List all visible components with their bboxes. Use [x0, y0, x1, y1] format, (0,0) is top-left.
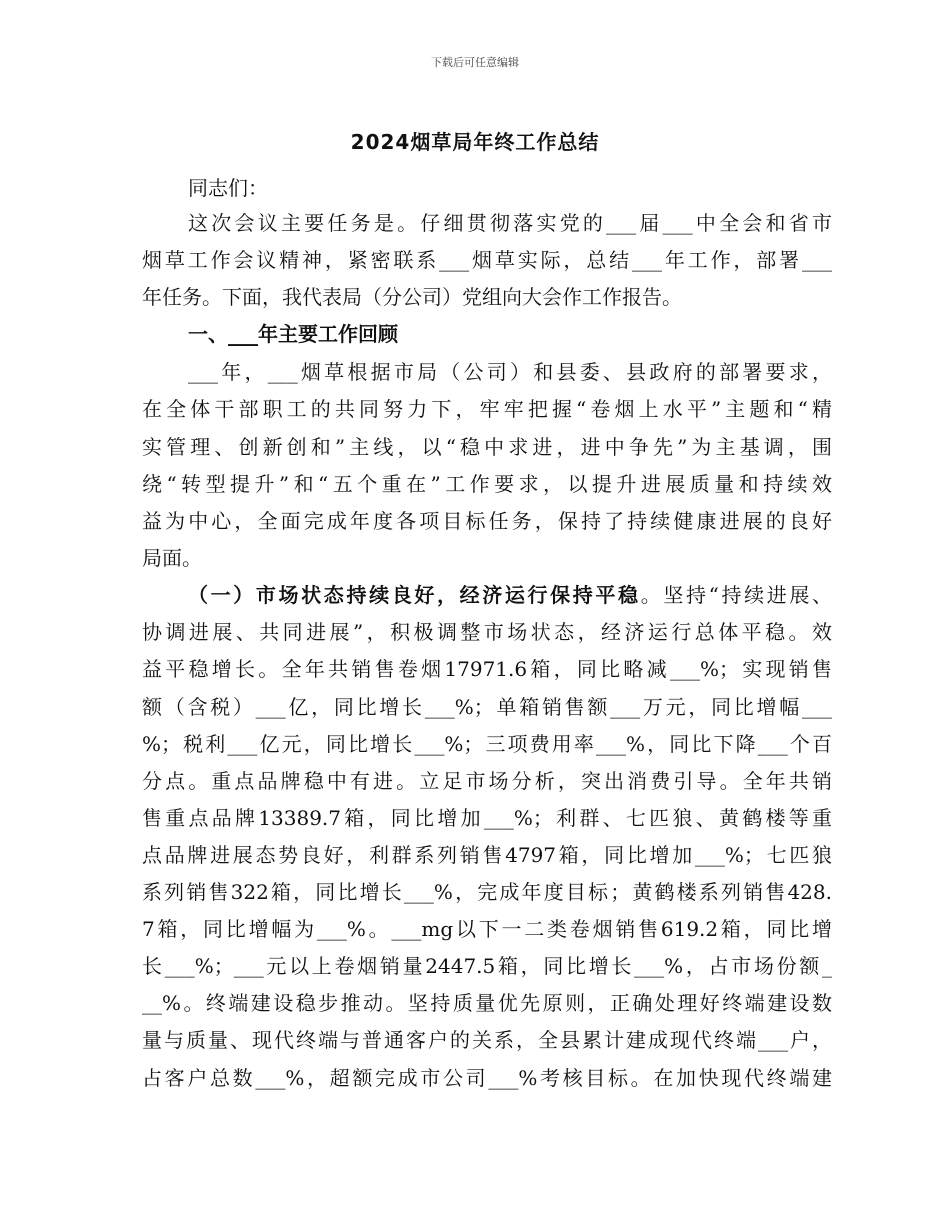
salutation: 同志们：	[188, 176, 268, 200]
text-line: 在全体干部职工的共同努力下，牢牢把握“卷烟上水平”主题和“精	[142, 397, 832, 421]
text-line: 绕“转型提升”和“五个重在”工作要求，以提升进展质量和持续效	[142, 472, 832, 496]
text-line: __%。终端建设稳步推动。坚持质量优先原则，正确处理好终端建设数	[142, 991, 832, 1015]
text-line: 这次会议主要任务是。仔细贯彻落实党的___届___中全会和省市	[188, 211, 832, 235]
text-line: 分点。重点品牌稳中有进。立足市场分析，突出消费引导。全年共销	[142, 769, 832, 793]
text-line: 协调进展、共同进展”，积极调整市场状态，经济运行总体平稳。效	[142, 620, 832, 644]
text-line: 局面。	[142, 546, 202, 570]
text-line: 售重点品牌13389.7箱，同比增加___%；利群、七匹狼、黄鹤楼等重	[142, 806, 832, 830]
text-run: 。坚持“持续进展、	[640, 583, 833, 607]
text-line: 量与质量、现代终端与普通客户的关系，全县累计建成现代终端___户，	[142, 1028, 832, 1052]
text-line: 益平稳增长。全年共销售卷烟17971.6箱，同比略减___%；实现销售	[142, 657, 832, 681]
text-line: 7箱，同比增幅为___%。___mg以下一二类卷烟销售619.2箱，同比增	[142, 917, 832, 941]
page-title: 2024烟草局年终工作总结	[350, 130, 600, 154]
header-note: 下载后可任意编辑	[431, 56, 519, 69]
text-line: 年任务。下面，我代表局（分公司）党组向大会作工作报告。	[142, 285, 682, 309]
text-line: 额（含税）___亿，同比增长___%；单箱销售额___万元，同比增幅___	[142, 695, 832, 719]
text-line	[188, 585, 832, 605]
text-line: 点品牌进展态势良好，利群系列销售4797箱，同比增加___%；七匹狼	[142, 843, 832, 867]
subsection-heading: （一）市场状态持续良好，经济运行保持平稳	[188, 583, 641, 607]
text-line: 实管理、创新创和”主线，以“稳中求进，进中争先”为主基调，围	[142, 435, 832, 459]
text-line: %；税利___亿元，同比增长___%；三项费用率___%，同比下降___个百	[142, 732, 832, 756]
text-line: 益为中心，全面完成年度各项目标任务，保持了持续健康进展的良好	[142, 509, 832, 533]
section-heading: 一、___年主要工作回顾	[188, 322, 398, 346]
text-line: 长___%；___元以上卷烟销量2447.5箱，同比增长___%，占市场份额_	[142, 954, 832, 978]
text-line: 烟草工作会议精神，紧密联系___烟草实际，总结___年工作，部署___	[142, 248, 832, 272]
text-line: 系列销售322箱，同比增长___%，完成年度目标；黄鹤楼系列销售428.	[142, 880, 832, 904]
text-line: ___年，___烟草根据市局（公司）和县委、县政府的部署要求，	[188, 360, 832, 384]
text-line: 占客户总数___%，超额完成市公司___%考核目标。在加快现代终端建	[142, 1066, 832, 1090]
